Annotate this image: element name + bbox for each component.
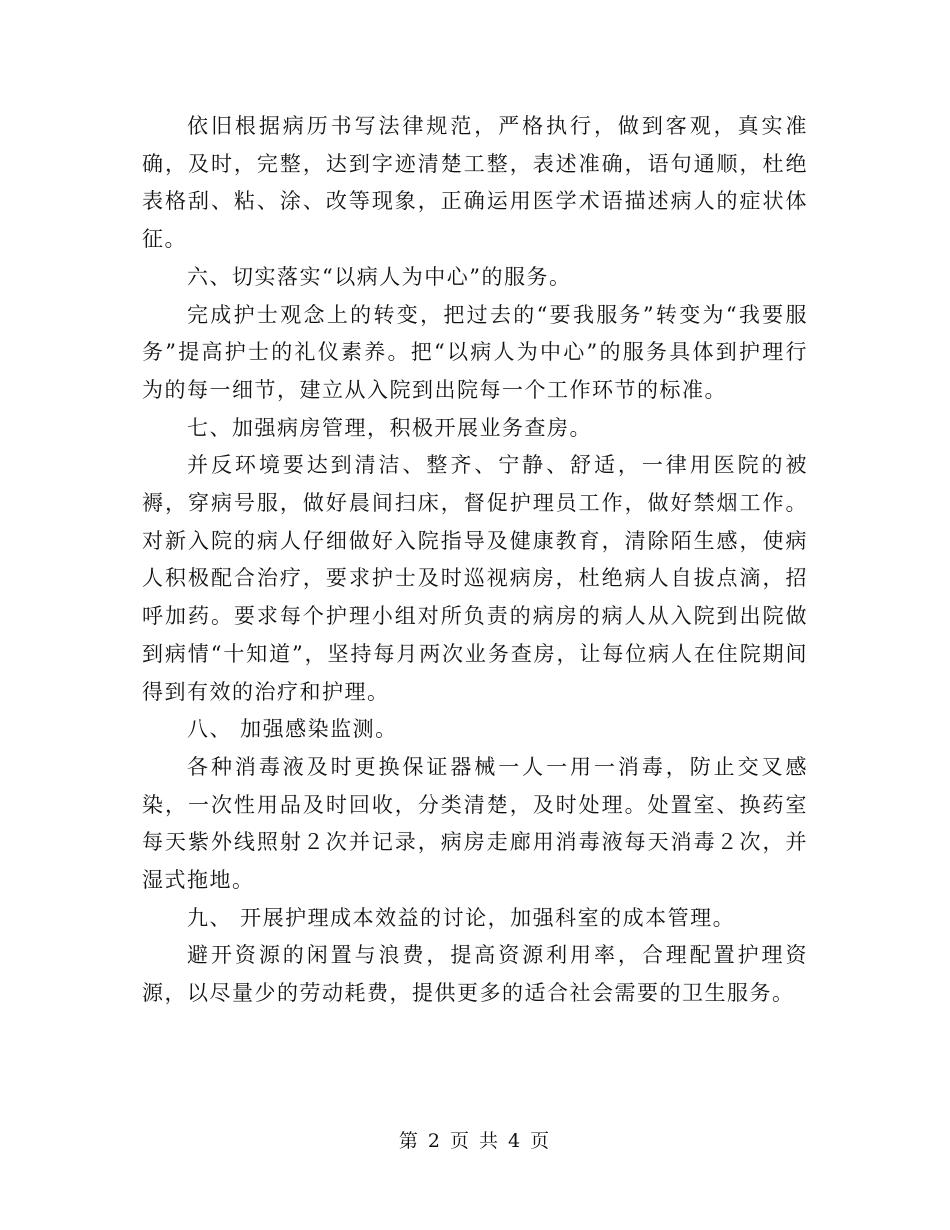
paragraph-service-concept: 完成护士观念上的转变，把过去的“要我服务”转变为“我要服务”提高护士的礼仪素养。把“以病人为中心”的服务具体到护理行为的每一细节，建立从入院到出院每一个工作环节的标准。 xyxy=(142,302,808,402)
paragraph-medical-records: 依旧根据病历书写法律规范，严格执行，做到客观，真实准确，及时，完整，达到字迹清楚工整，表述准确，语句通顺，杜绝表格刮、粘、涂、改等现象，正确运用医学术语描述病人的症状体征。 xyxy=(142,114,808,252)
section-heading-8: 八、 加强感染监测。 xyxy=(187,717,398,742)
paragraph-ward-management: 并反环境要达到清洁、整齐、宁静、舒适，一律用医院的被褥，穿病号服，做好晨间扫床，督促护理员工作，做好禁烟工作。对新入院的病人仔细做好入院指导及健康教育，清除陌生感，使病人积极配合治疗，要求护士及时巡视病房，杜绝病人自拔点滴，招呼加药。要求每个护理小组对所负责的病房的病人从入院到出院做到病情“十知道”，坚持每月两次业务查房，让每位病人在住院期间得到有效的治疗和护理。 xyxy=(142,453,808,704)
paragraph-infection-monitoring: 各种消毒液及时更换保证器械一人一用一消毒，防止交叉感染，一次性用品及时回收，分类清楚，及时处理。处置室、换药室每天紫外线照射２次并记录，病房走廊用消毒液每天消毒２次，并湿式拖地。 xyxy=(142,754,808,893)
document-body xyxy=(142,108,808,1013)
paragraph-cost-management: 避开资源的闲置与浪费，提高资源利用率，合理配置护理资源，以尽量少的劳动耗费，提供更多的适合社会需要的卫生服务。 xyxy=(142,943,808,1006)
page-number-footer: 第 2 页 共 4 页 xyxy=(398,1130,552,1152)
section-heading-6: 六、切实落实“以病人为中心”的服务。 xyxy=(187,264,572,289)
section-heading-9: 九、 开展护理成本效益的讨论，加强科室的成本管理。 xyxy=(187,905,736,930)
section-heading-7: 七、加强病房管理，积极开展业务查房。 xyxy=(187,415,592,440)
